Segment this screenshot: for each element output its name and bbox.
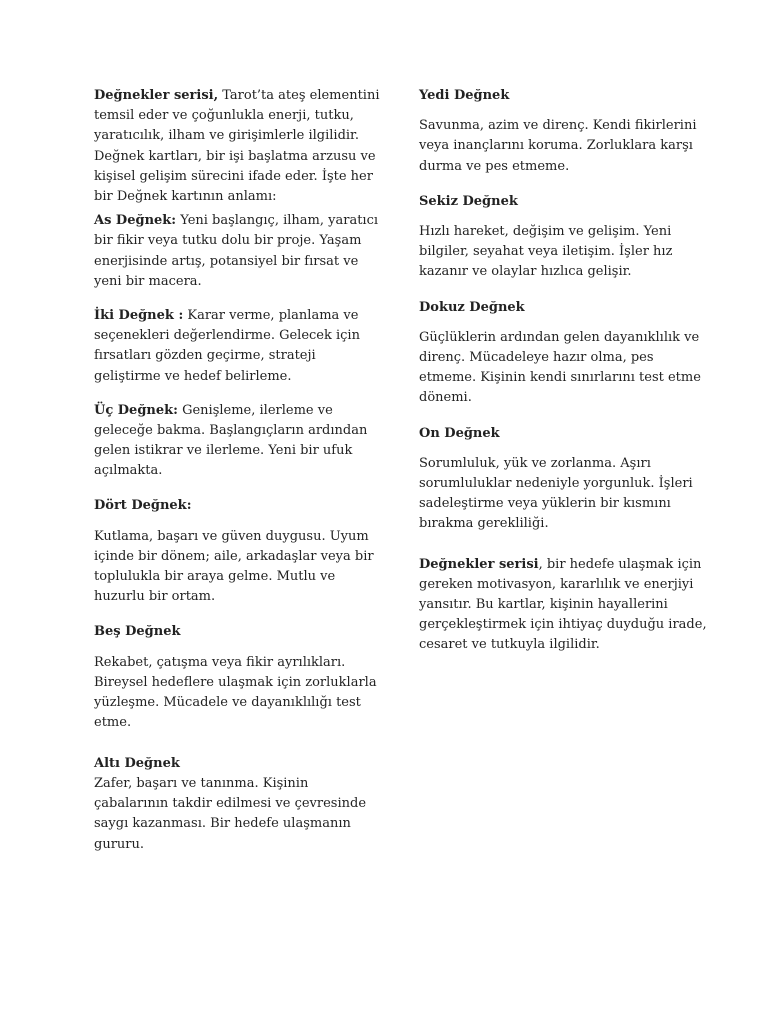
alti-title: Altı Değnek	[94, 755, 180, 771]
intro-paragraph	[94, 86, 384, 207]
bes-title: Beş Değnek	[94, 623, 181, 639]
bes-text: Rekabet, çatışma veya fikir ayrılıkları. Bireysel hedeflere ulaşmak için zorluklarla yüzleşme. Mücadele ve dayanıklılığı test etme.	[94, 654, 377, 731]
yedi-title: Yedi Değnek	[419, 88, 510, 103]
outro-paragraph	[419, 555, 711, 656]
left-column	[94, 86, 384, 855]
dort-title: Dört Değnek:	[94, 497, 192, 513]
dokuz-text: Güçlüklerin ardından gelen dayanıklılık ve direnç. Mücadeleye hazır olma, pes etmeme. Kişinin kendi sınırlarını test etme dönemi.	[419, 329, 701, 406]
outro-text: , bir hedefe ulaşmak için gereken motivasyon, kararlılık ve enerjiyi yansıtır. Bu kartlar, kişinin hayallerini gerçekleştirmek için ihtiyaç duyduğu irade, cesaret ve tutkuyla ilgilidir.	[419, 556, 707, 653]
uc-title: Üç Değnek:	[94, 402, 178, 418]
yedi-text: Savunma, azim ve direnç. Kendi fikirlerini veya inançlarını koruma. Zorluklara karşı durma ve pes etmeme.	[419, 118, 697, 174]
iki-paragraph	[94, 306, 384, 387]
sekiz-title: Sekiz Değnek	[419, 193, 518, 209]
on-text: Sorumluluk, yük ve zorlanma. Aşırı sorumluluklar nedeniyle yorgunluk. İşleri sadeleştirme veya yüklerin bir kısmını bırakma gerekliliği.	[419, 455, 693, 532]
on-title: On Değnek	[419, 425, 500, 441]
uc-text: Genişleme, ilerleme ve geleceğe bakma. Başlangıçların ardından gelen istikrar ve ilerleme. Yeni bir ufuk açılmakta.	[94, 402, 368, 479]
as-paragraph	[94, 211, 384, 292]
right-column	[419, 86, 711, 656]
uc-paragraph	[94, 401, 384, 482]
sekiz-text: Hızlı hareket, değişim ve gelişim. Yeni bilgiler, seyahat veya iletişim. İşler hız kazanır ve olaylar hızlıca gelişir.	[419, 224, 673, 280]
outro-bold: Değnekler serisi	[419, 556, 539, 572]
dort-text: Kutlama, başarı ve güven duygusu. Uyum içinde bir dönem; aile, arkadaşlar veya bir toplulukla bir araya gelme. Mutlu ve huzurlu bir ortam.	[94, 528, 374, 605]
iki-title: İki Değnek :	[94, 308, 184, 324]
iki-text: Karar verme, planlama ve seçenekleri değerlendirme. Gelecek için fırsatları gözden geçirme, strateji geliştirme ve hedef belirleme.	[94, 308, 360, 384]
intro-bold: Değnekler serisi,	[94, 88, 219, 103]
as-title: As Değnek:	[94, 213, 177, 229]
intro-text: Tarot’ta ateş elementini temsil eder ve çoğunlukla enerji, tutku, yaratıcılık, ilham ve girişimlerle ilgilidir. Değnek kartları, bir işi başlatma arzusu ve kişisel gelişim sürecini ifade eder. İşte her bir Değnek kartının anlamı:	[94, 88, 380, 205]
alti-text: Zafer, başarı ve tanınma. Kişinin çabalarının takdir edilmesi ve çevresinde saygı kazanması. Bir hedefe ulaşmanın gururu.	[94, 775, 367, 852]
dokuz-title: Dokuz Değnek	[419, 299, 525, 315]
as-text: Yeni başlangıç, ilham, yaratıcı bir fikir veya tutku dolu bir proje. Yaşam enerjisinde artış, potansiyel bir fırsat ve yeni bir macera.	[94, 213, 379, 289]
